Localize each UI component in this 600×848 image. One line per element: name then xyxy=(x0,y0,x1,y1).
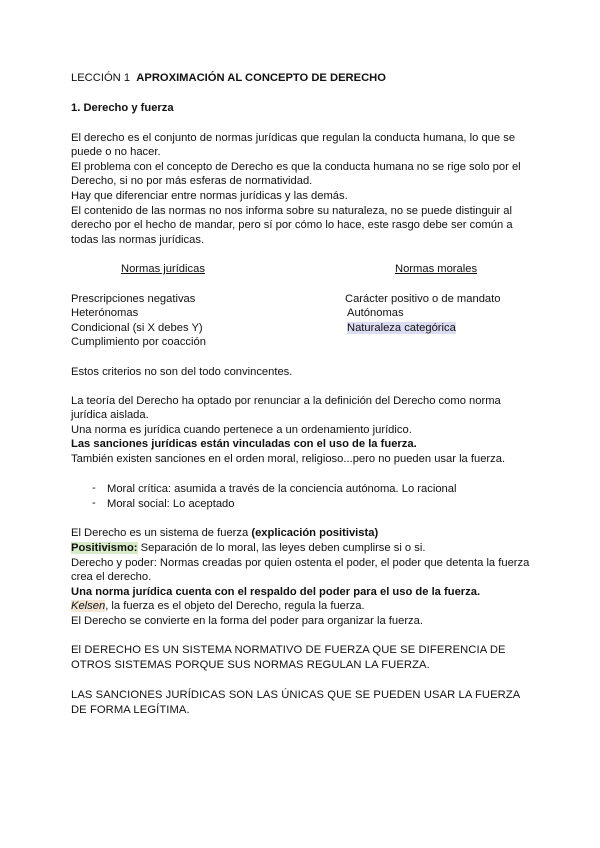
caps-line: LAS SANCIONES JURÍDICAS SON LAS ÚNICAS QUE SE PUEDEN USAR LA FUERZA xyxy=(71,689,521,701)
para3-line: El Derecho se convierte en la forma del poder para organizar la fuerza. xyxy=(71,615,423,627)
para3-line: Derecho y poder: Normas creadas por quien ostenta el poder, el poder que detenta la fuerza xyxy=(71,557,530,569)
para3-bold-text: (explicación positivista) xyxy=(251,527,379,539)
para1-line: Derecho, si no por más esferas de normatividad. xyxy=(71,175,313,187)
criteria-note: Estos criterios no son del todo convincentes. xyxy=(71,366,293,378)
para2-line: También existen sanciones en el orden moral, religioso...pero no pueden usar la fuerza. xyxy=(71,453,506,465)
legal-norm-item: Prescripciones negativas xyxy=(71,293,196,305)
lesson-title xyxy=(71,71,386,85)
para1-line: Hay que diferenciar entre normas jurídicas y las demás. xyxy=(71,190,348,202)
lesson-number: LECCIÓN 1 xyxy=(71,72,131,84)
bullet-item: Moral crítica: asumida a través de la conciencia autónoma. Lo racional xyxy=(107,483,457,495)
caps-line: El DERECHO ES UN SISTEMA NORMATIVO DE FUERZA QUE SE DIFERENCIA DE xyxy=(71,644,506,656)
para3-text: El Derecho es un sistema de fuerza xyxy=(71,527,252,539)
para3-bold-line: Una norma jurídica cuenta con el respaldo del poder para el uso de la fuerza. xyxy=(71,586,481,598)
highlighted-text: Naturaleza categórica xyxy=(347,322,456,334)
bullet-item: Moral social: Lo aceptado xyxy=(107,498,235,510)
caps-line: DE FORMA LEGÍTIMA. xyxy=(71,704,190,716)
para1-line: todas las normas jurídicas. xyxy=(71,234,205,246)
moral-norm-item: Autónomas xyxy=(347,307,404,319)
legal-norms-header: Normas jurídicas xyxy=(121,263,205,275)
legal-norm-item: Cumplimiento por coacción xyxy=(71,336,206,348)
para2-line: La teoría del Derecho ha optado por renunciar a la definición del Derecho como norma xyxy=(71,395,501,407)
para3-line: crea el derecho. xyxy=(71,571,152,583)
para1-line: El contenido de las normas no nos informa sobre su naturaleza, no se puede distinguir al xyxy=(71,205,512,217)
bullet-marker: - xyxy=(92,482,96,494)
para1-line: puede o no hacer. xyxy=(71,146,161,158)
section-heading: 1. Derecho y fuerza xyxy=(71,102,174,114)
para1-line: El problema con el concepto de Derecho es que la conducta humana no se rige solo por el xyxy=(71,161,521,173)
para3-text: , la fuerza es el objeto del Derecho, regula la fuerza. xyxy=(105,600,365,612)
bullet-marker: - xyxy=(92,497,96,509)
positivism-term: Positivismo: xyxy=(71,542,138,554)
kelsen-term: Kelsen xyxy=(71,600,106,612)
caps-line: OTROS SISTEMAS PORQUE SUS NORMAS REGULAN LA FUERZA. xyxy=(71,659,430,671)
legal-norm-item: Heterónomas xyxy=(71,307,139,319)
para3-line xyxy=(71,541,425,555)
para3-text: Separación de lo moral, las leyes deben cumplirse si o si. xyxy=(137,542,426,554)
para3-line xyxy=(71,599,365,613)
para1-line: El derecho es el conjunto de normas jurídicas que regulan la conducta humana, lo que se xyxy=(71,132,516,144)
legal-norm-item: Condicional (si X debes Y) xyxy=(71,322,203,334)
para2-line: jurídica aislada. xyxy=(71,409,149,421)
moral-norm-item: Carácter positivo o de mandato xyxy=(345,293,501,305)
para2-bold-line: Las sanciones jurídicas están vinculadas con el uso de la fuerza. xyxy=(71,438,417,450)
para2-line: Una norma es jurídica cuando pertenece a un ordenamiento jurídico. xyxy=(71,424,412,436)
moral-norms-header: Normas morales xyxy=(395,263,478,275)
para1-line: derecho por el hecho de mandar, pero sí por cómo lo hace, este rasgo debe ser común a xyxy=(71,219,513,231)
lesson-topic: APROXIMACIÓN AL CONCEPTO DE DERECHO xyxy=(136,72,386,84)
moral-norm-item xyxy=(347,321,456,335)
para3-line xyxy=(71,526,378,540)
